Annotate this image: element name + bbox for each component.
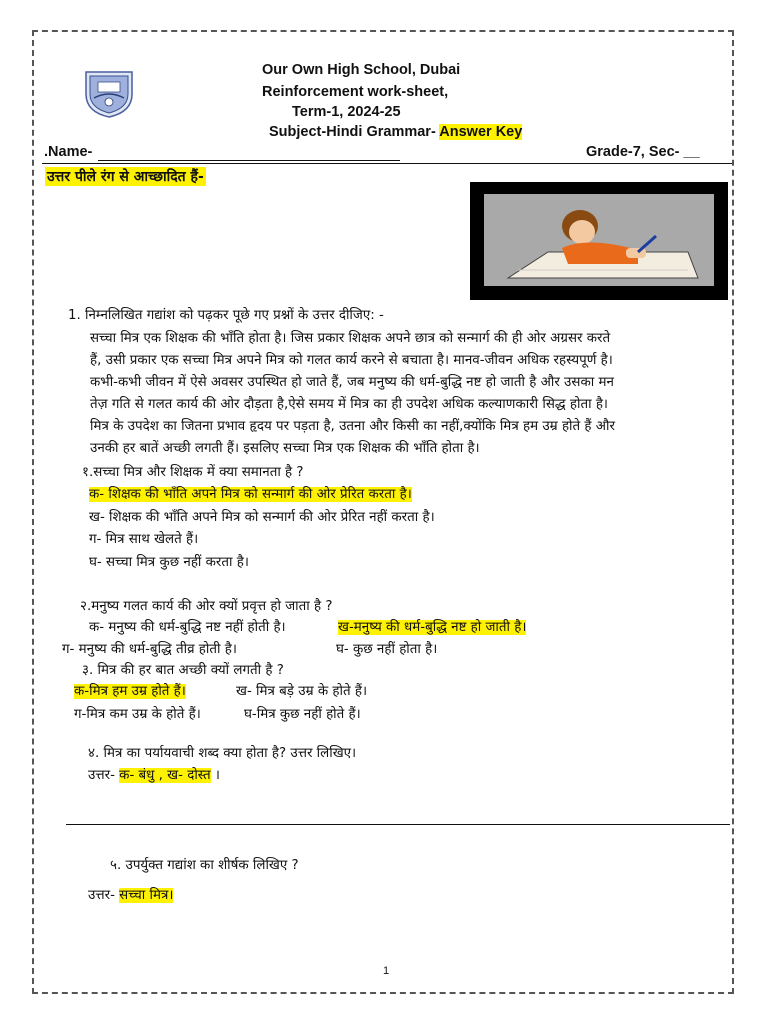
q1-option-c: ग- मित्र साथ खेलते हैं।: [89, 532, 199, 547]
q4-answer-highlight: क- बंधु , ख- दोस्त: [119, 768, 211, 783]
q4-question: ४. मित्र का पर्यायवाची शब्द क्या होता है? उत्तर लिखिए।: [88, 746, 357, 761]
passage-line: सच्चा मित्र एक शिक्षक की भाँति होता है। जिस प्रकार शिक्षक अपने छात्र को सन्मार्ग की ही ओर अग्रसर करते: [90, 331, 611, 346]
q1-question: १.सच्चा मित्र और शिक्षक में क्या समानता है ?: [82, 465, 304, 480]
q3-answer-highlight: क-मित्र हम उम्र होते हैं।: [74, 684, 186, 699]
passage-line: तेज़ गति से गलत कार्य की ओर दौड़ता है,ऐसे समय में मित्र का ही उपदेश अधिक कल्याणकारी सिद्ध होता है।: [90, 397, 609, 412]
q2-option-c: ग- मनुष्य की धर्म-बुद्धि तीव्र होती है।: [62, 642, 237, 657]
school-logo: [80, 68, 138, 118]
q2-option-a: क- मनुष्य की धर्म-बुद्धि नष्ट नहीं होती है।: [89, 620, 286, 635]
school-name: Our Own High School, Dubai: [262, 62, 461, 78]
q2-option-b: [338, 618, 526, 638]
passage-line: कभी-कभी जीवन में ऐसे अवसर उपस्थित हो जाते हैं, जब मनुष्य की धर्म-बुद्धि नष्ट हो जाती है और उसका मन: [90, 375, 614, 390]
q5-answer: [88, 886, 173, 906]
q1-option-d: घ- सच्चा मित्र कुछ नहीं करता है।: [89, 555, 249, 570]
section-divider: [66, 824, 730, 825]
studying-boy-illustration: [488, 198, 710, 282]
q2-option-d: घ- कुछ नहीं होता है।: [336, 642, 438, 657]
q4-answer-end: ।: [210, 768, 220, 783]
answer-key-badge: Answer Key: [439, 124, 523, 140]
q5-question: ५. उपर्युक्त गद्यांश का शीर्षक लिखिए ?: [110, 858, 299, 873]
question-heading: 1. निम्नलिखित गद्यांश को पढ़कर पूछे गए प्रश्नों के उत्तर दीजिए: -: [68, 308, 384, 323]
q3-option-b: ख- मित्र बड़े उम्र के होते हैं।: [236, 684, 368, 699]
clipart-background: [484, 194, 714, 286]
q5-answer-label: उत्तर-: [88, 888, 120, 903]
q5-answer-highlight: सच्चा मित्र।: [119, 888, 174, 903]
q4-answer-label: उत्तर-: [88, 768, 120, 783]
q4-answer: [88, 766, 220, 786]
q3-option-d: घ-मित्र कुछ नहीं होते हैं।: [244, 707, 361, 722]
passage-line: उनकी हर बातें अच्छी लगती हैं। इसलिए सच्चा मित्र एक शिक्षक की भाँति होता है।: [90, 441, 480, 456]
name-blank: [98, 160, 400, 161]
page-number: 1: [383, 965, 390, 977]
name-label: .Name-: [44, 144, 93, 160]
q2-question: २.मनुष्य गलत कार्य की ओर क्यों प्रवृत्त हो जाता है ?: [80, 599, 333, 614]
q1-option-a: [89, 485, 412, 505]
passage-line: हैं, उसी प्रकार एक सच्चा मित्र अपने मित्र को गलत कार्य करने से बचाता है। मानव-जीवन अधिक रहस्यपूर्ण है।: [90, 353, 613, 368]
passage: [90, 328, 730, 460]
header-divider: [42, 163, 732, 164]
q3-option-a: [74, 682, 186, 702]
worksheet-title: Reinforcement work-sheet,: [262, 84, 449, 100]
passage-line: मित्र के उपदेश का जितना प्रभाव हृदय पर पड़ता है, उतना और किसी का नहीं,क्योंकि मित्र हम उम्र होते हैं और: [90, 419, 615, 434]
subject-label: Subject-Hindi Grammar-: [269, 124, 440, 140]
q3-question: ३. मित्र की हर बात अच्छी क्यों लगती है ?: [82, 663, 284, 678]
q1-option-b: ख- शिक्षक की भाँति अपने मित्र को सन्मार्ग की ओर प्रेरित नहीं करता है।: [89, 510, 435, 525]
term-label: Term-1, 2024-25: [292, 104, 401, 120]
subject-line: [269, 124, 522, 140]
q3-option-c: ग-मित्र कम उम्र के होते हैं।: [74, 707, 201, 722]
clipart-frame: [470, 182, 728, 300]
instruction-note: उत्तर पीले रंग से आच्छादित हैं-: [47, 169, 204, 185]
q2-answer-highlight: ख-मनुष्य की धर्म-बुद्धि नष्ट हो जाती है।: [338, 620, 527, 635]
q1-answer-highlight: क- शिक्षक की भाँति अपने मित्र को सन्मार्ग की ओर प्रेरित करता है।: [89, 487, 412, 502]
grade-section: Grade-7, Sec- __: [586, 144, 700, 160]
